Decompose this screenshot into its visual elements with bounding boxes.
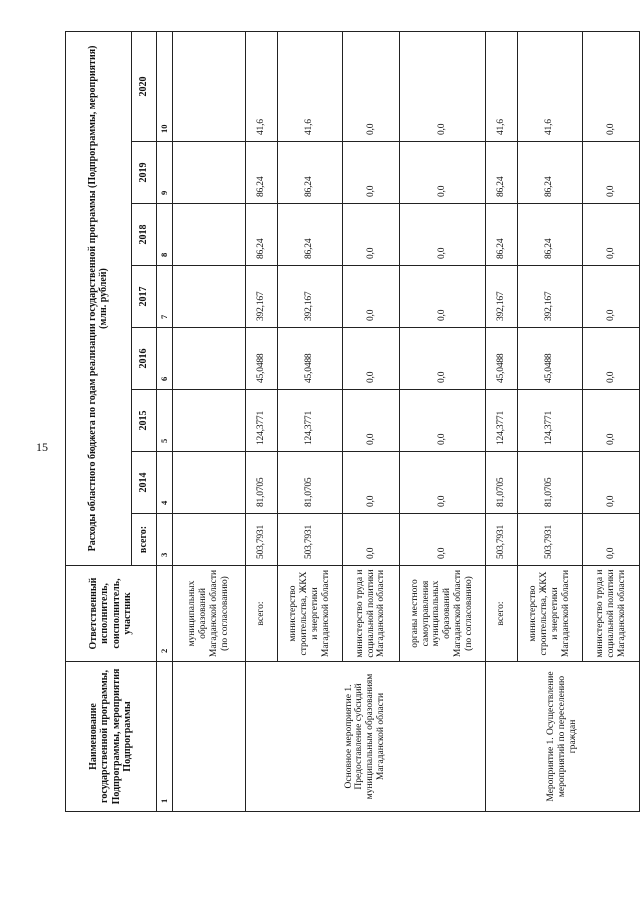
value-cell: 41,6 [277,31,343,141]
value-cell: 41,6 [517,31,583,141]
value-cell: 0,0 [343,142,400,204]
row-name-cell [173,662,245,812]
row-executor-cell: министерство труда и социальной политики Магаданской области [343,566,400,662]
value-cell: 0,0 [343,204,400,266]
value-cell: 0,0 [399,514,485,566]
value-cell: 0,0 [399,390,485,452]
index-cell: 4 [156,452,173,514]
value-cell: 45,0488 [485,328,517,390]
index-cell: 7 [156,266,173,328]
table-row [173,31,245,811]
value-cell: 124,3771 [277,390,343,452]
value-cell: 0,0 [399,452,485,514]
index-cell: 8 [156,204,173,266]
value-cell: 86,24 [517,204,583,266]
value-cell: 0,0 [583,31,640,141]
value-cell [173,142,245,204]
header-name: Наименование государственной программы, Подпрограммы, мероприятия Подпрограммы [66,662,157,812]
index-row [156,31,173,811]
value-cell: 0,0 [399,266,485,328]
value-cell: 0,0 [583,390,640,452]
value-cell [173,328,245,390]
value-cell: 0,0 [399,328,485,390]
row-executor-cell: муниципальных образований Магаданской области (по согласованию) [173,566,245,662]
value-cell: 124,3771 [517,390,583,452]
value-cell: 45,0488 [245,328,277,390]
value-cell: 41,6 [485,31,517,141]
row-executor-cell: органы местного самоуправления муниципальных образований Магаданской области (по согласованию) [399,566,485,662]
value-cell: 124,3771 [245,390,277,452]
value-cell [173,452,245,514]
value-cell: 124,3771 [485,390,517,452]
value-cell: 81,0705 [517,452,583,514]
row-name-cell: Основное мероприятие 1. Предоставление субсидий муниципальным образованиям Магаданской области [245,662,485,812]
value-cell: 0,0 [343,514,400,566]
value-cell: 392,167 [245,266,277,328]
header-year-2015: 2015 [131,390,156,452]
value-cell: 503,7931 [517,514,583,566]
index-cell: 1 [156,662,173,812]
value-cell: 0,0 [343,328,400,390]
value-cell: 0,0 [583,204,640,266]
value-cell [173,31,245,141]
value-cell: 86,24 [277,142,343,204]
header-year-2014: 2014 [131,452,156,514]
value-cell: 86,24 [277,204,343,266]
value-cell: 503,7931 [245,514,277,566]
row-executor-cell: министерство строительства, ЖКХ и энергетики Магаданской области [277,566,343,662]
value-cell: 392,167 [517,266,583,328]
value-cell [173,266,245,328]
value-cell: 45,0488 [277,328,343,390]
row-executor-cell: всего: [485,566,517,662]
value-cell: 392,167 [485,266,517,328]
row-executor-cell: министерство труда и социальной политики Магаданской области [583,566,640,662]
value-cell: 81,0705 [245,452,277,514]
value-cell [173,514,245,566]
header-year-2018: 2018 [131,204,156,266]
rotated-table-frame [65,32,640,812]
index-cell: 5 [156,390,173,452]
header-year-2017: 2017 [131,266,156,328]
value-cell: 0,0 [343,31,400,141]
table-row [245,31,277,811]
value-cell [173,390,245,452]
index-cell: 9 [156,142,173,204]
value-cell: 81,0705 [485,452,517,514]
index-cell: 3 [156,514,173,566]
header-year-2016: 2016 [131,328,156,390]
value-cell: 45,0488 [517,328,583,390]
table-row [485,31,517,811]
row-name-cell: Мероприятие 1. Осуществление мероприятий по переселению граждан [485,662,639,812]
page-number: 15 [36,440,48,454]
header-expenses: Расходы областного бюджета по годам реализации государственной программы (Подпрограммы, мероприятия) (млн. рублей) [66,31,132,565]
value-cell: 0,0 [583,142,640,204]
value-cell: 392,167 [277,266,343,328]
value-cell: 86,24 [245,204,277,266]
value-cell: 503,7931 [485,514,517,566]
value-cell: 41,6 [245,31,277,141]
header-year-2019: 2019 [131,142,156,204]
value-cell: 0,0 [343,390,400,452]
value-cell: 0,0 [343,266,400,328]
budget-table [65,31,640,812]
index-cell: 6 [156,328,173,390]
value-cell: 86,24 [245,142,277,204]
value-cell: 0,0 [399,204,485,266]
value-cell: 503,7931 [277,514,343,566]
value-cell: 0,0 [399,31,485,141]
row-executor-cell: всего: [245,566,277,662]
value-cell: 81,0705 [277,452,343,514]
header-year-2020: 2020 [131,31,156,141]
header-year-total: всего: [131,514,156,566]
value-cell: 86,24 [485,204,517,266]
header-executor: Ответственный исполнитель, соисполнитель, участник [66,566,157,662]
value-cell: 0,0 [399,142,485,204]
value-cell: 0,0 [583,514,640,566]
value-cell: 0,0 [343,452,400,514]
value-cell: 0,0 [583,328,640,390]
row-executor-cell: министерство строительства, ЖКХ и энергетики Магаданской области [517,566,583,662]
value-cell: 86,24 [517,142,583,204]
value-cell: 0,0 [583,452,640,514]
index-cell: 10 [156,31,173,141]
value-cell [173,204,245,266]
value-cell: 86,24 [485,142,517,204]
value-cell: 0,0 [583,266,640,328]
index-cell: 2 [156,566,173,662]
